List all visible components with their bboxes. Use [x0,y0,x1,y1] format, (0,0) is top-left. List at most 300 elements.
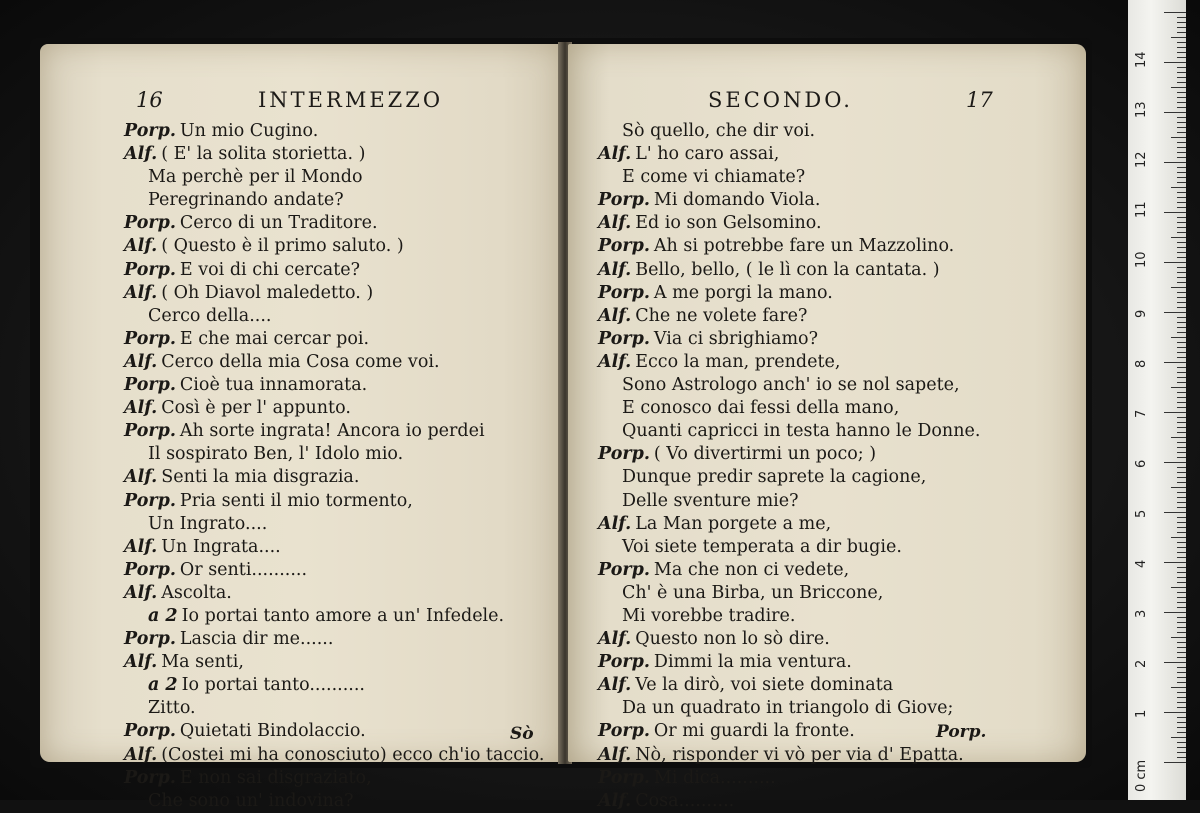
page-number: 16 [136,88,163,112]
ruler-tick [1177,707,1186,708]
ruler-tick [1177,247,1186,248]
ruler-tick [1171,37,1186,38]
text-line [598,120,980,143]
text-line [124,282,544,305]
line-text: E come vi chiamate? [622,167,806,188]
ruler-tick [1177,702,1186,703]
text-line [598,720,980,743]
ruler-tick [1177,147,1186,148]
ruler-number: 5 [1134,509,1149,518]
ruler-tick [1177,447,1186,448]
line-text: Ah si potrebbe fare un Mazzolino. [653,236,955,257]
line-text: Che ne volete fare? [635,305,808,326]
ruler-tick [1177,477,1186,478]
line-text: Ch' è una Birba, un Briccone, [622,582,884,603]
ruler-tick [1177,732,1186,733]
line-text: Senti la mia disgrazia. [161,467,360,488]
line-text: Ah sorte ingrata! Ancora io perdei [179,421,485,442]
line-text: Così è per l' appunto. [161,398,351,419]
ruler-tick [1177,27,1186,28]
ruler-tick [1177,397,1186,398]
ruler-tick [1177,552,1186,553]
ruler-tick [1177,507,1186,508]
ruler-tick [1177,272,1186,273]
ruler-tick [1177,602,1186,603]
ruler-tick [1164,562,1186,563]
ruler-tick [1177,672,1186,673]
text-line [124,212,544,235]
ruler-tick [1164,612,1186,613]
line-text: Un mio Cugino. [179,121,319,141]
ruler-tick [1177,297,1186,298]
measuring-ruler [1128,0,1186,800]
ruler-tick [1177,752,1186,753]
line-text: Voi siete temperata a dir bugie. [622,536,902,557]
ruler-tick [1177,77,1186,78]
text-line [598,582,980,605]
ruler-tick [1177,422,1186,423]
line-text: Ecco la man, prendete, [635,351,841,372]
ruler-tick [1177,47,1186,48]
ruler-tick [1177,502,1186,503]
line-text: Questo non lo sò dire. [635,629,830,650]
speaker-label: Alf. [124,144,158,165]
line-text: Sò quello, che dir voi. [622,121,816,141]
ruler-tick [1177,407,1186,408]
page-number: 17 [966,88,993,112]
ruler-tick [1177,717,1186,718]
text-line [124,420,544,443]
ruler-tick [1177,232,1186,233]
speaker-label: Alf. [598,305,632,326]
ruler-tick [1177,627,1186,628]
line-text: Cerco della.... [148,305,272,326]
text-line [598,351,980,374]
ruler-tick [1177,92,1186,93]
ruler-tick [1177,82,1186,83]
speaker-label: Alf. [598,513,632,534]
left-page [40,44,565,811]
ruler-number: 10 [1134,251,1149,268]
text-line [124,166,544,189]
text-line [598,697,980,720]
ruler-tick [1177,577,1186,578]
text-line [124,582,544,605]
line-text: Lascia dir me...... [179,629,334,650]
ruler-tick [1177,432,1186,433]
line-text: Ma che non ci vedete, [653,559,850,580]
ruler-tick [1177,722,1186,723]
ruler-tick [1177,757,1186,758]
ruler-tick [1171,587,1186,588]
line-text: ( E' la solita storietta. ) [161,144,366,165]
speaker-label: Porp. [124,121,176,141]
text-line [598,744,980,767]
line-text: Dimmi la mia ventura. [653,652,852,673]
text-line [124,720,544,743]
speaker-label: Porp. [124,767,176,788]
ruler-tick [1177,177,1186,178]
text-line [598,143,980,166]
line-text: Che sono un' indovina? [148,790,354,811]
speaker-label: Porp. [124,259,176,280]
ruler-tick [1171,237,1186,238]
text-line [124,443,544,466]
ruler-tick [1177,372,1186,373]
speaker-label: Porp. [598,328,650,349]
speaker-label: Porp. [124,213,176,234]
ruler-tick [1177,417,1186,418]
text-line [124,466,544,489]
ruler-number: 14 [1134,51,1149,68]
text-line [598,443,980,466]
ruler-number: 2 [1134,659,1149,668]
text-line [124,605,544,628]
ruler-tick [1177,607,1186,608]
line-text: Ed io son Gelsomino. [635,213,822,234]
ruler-tick [1164,262,1186,263]
ruler-tick [1171,287,1186,288]
ruler-number: 9 [1134,309,1149,318]
line-text: Un Ingrata.... [161,536,281,557]
ruler-tick [1177,157,1186,158]
ruler-tick [1177,497,1186,498]
line-text: Mi domando Viola. [653,190,821,211]
ruler-tick [1177,572,1186,573]
ruler-tick [1177,97,1186,98]
line-text: Or mi guardi la fronte. [653,721,855,742]
speaker-label: Alf. [124,652,158,673]
text-line [598,189,980,212]
speaker-label: a 2 [148,675,178,696]
line-text: E conosco dai fessi della mano, [622,398,900,419]
speaker-label: Alf. [124,398,158,419]
ruler-tick [1177,357,1186,358]
text-line [598,628,980,651]
ruler-tick [1177,302,1186,303]
ruler-tick [1164,762,1186,763]
text-line [124,490,544,513]
ruler-tick [1177,567,1186,568]
line-text: ( Questo è il primo saluto. ) [161,236,404,257]
ruler-tick [1177,542,1186,543]
ruler-tick [1177,152,1186,153]
ruler-tick [1171,637,1186,638]
running-header: INTERMEZZO [258,88,444,112]
ruler-tick [1177,467,1186,468]
ruler-tick [1164,212,1186,213]
speaker-label: Porp. [598,236,650,257]
open-book [30,38,1092,811]
text-line [598,328,980,351]
text-line [598,420,980,443]
ruler-tick [1171,137,1186,138]
speaker-label: Alf. [598,675,632,696]
text-line [124,628,544,651]
ruler-tick [1177,597,1186,598]
line-text: (Costei mi ha conosciuto) ecco ch'io taccio. [161,744,545,765]
text-line [598,259,980,282]
line-text: Cioè tua innamorata. [179,375,368,396]
ruler-tick [1177,107,1186,108]
text-line [124,790,544,813]
ruler-number: 6 [1134,459,1149,468]
ruler-tick [1177,257,1186,258]
ruler-tick [1177,527,1186,528]
ruler-tick [1164,312,1186,313]
ruler-tick [1177,127,1186,128]
ruler-number: 4 [1134,559,1149,568]
ruler-tick [1177,57,1186,58]
ruler-number: 3 [1134,609,1149,618]
ruler-tick [1164,712,1186,713]
running-header: SECONDO. [708,88,853,112]
text-line [124,767,544,790]
ruler-number: 12 [1134,151,1149,168]
speaker-label: Porp. [124,629,176,650]
text-line [598,513,980,536]
line-text: Dunque predir saprete la cagione, [622,467,927,488]
speaker-label: Porp. [124,375,176,396]
ruler-tick [1171,87,1186,88]
line-text: Sono Astrologo anch' io se nol sapete, [622,375,960,396]
ruler-tick [1177,692,1186,693]
ruler-number: 1 [1134,709,1149,718]
text-line [124,513,544,536]
line-text: Io portai tanto.......... [181,675,365,696]
text-line [598,235,980,258]
line-text: Un Ingrato.... [148,513,268,534]
ruler-tick [1171,537,1186,538]
line-text: Quanti capricci in testa hanno le Donne. [622,421,981,442]
ruler-tick [1177,117,1186,118]
ruler-tick [1177,197,1186,198]
speaker-label: Porp. [598,282,650,303]
ruler-tick [1171,187,1186,188]
line-text: Io portai tanto amore a un' Infedele. [181,605,505,626]
line-text: Nò, risponder vi vò per via d' Epatta. [635,744,964,765]
ruler-tick [1177,747,1186,748]
ruler-tick [1177,252,1186,253]
ruler-tick [1177,347,1186,348]
ruler-tick [1177,632,1186,633]
speaker-label: Porp. [124,421,176,442]
text-line [598,790,980,813]
ruler-tick [1164,412,1186,413]
ruler-tick [1177,557,1186,558]
line-text: Cerco di un Traditore. [179,213,378,234]
ruler-tick [1177,222,1186,223]
text-block [598,120,980,813]
ruler-tick [1164,462,1186,463]
line-text: Or senti.......... [179,559,308,580]
speaker-label: Porp. [598,190,650,211]
speaker-label: Alf. [124,582,158,603]
text-line [124,259,544,282]
ruler-tick [1164,62,1186,63]
ruler-tick [1177,17,1186,18]
ruler-tick [1177,322,1186,323]
text-line [598,374,980,397]
text-line [124,744,544,767]
text-line [124,536,544,559]
ruler-tick [1171,737,1186,738]
text-line [598,305,980,328]
line-text: E che mai cercar poi. [179,328,370,349]
speaker-label: Alf. [598,629,632,650]
speaker-label: Alf. [598,790,632,811]
speaker-label: Alf. [598,351,632,372]
ruler-tick [1177,622,1186,623]
speaker-label: Alf. [124,467,158,488]
line-text: Pria senti il mio tormento, [179,490,413,511]
line-text: Peregrinando andate? [148,190,344,211]
ruler-tick [1177,282,1186,283]
speaker-label: Alf. [124,351,158,372]
text-line [124,374,544,397]
ruler-tick [1164,662,1186,663]
ruler-tick [1177,242,1186,243]
line-text: Ascolta. [161,582,232,603]
ruler-tick [1177,492,1186,493]
line-text: E non sai disgraziato, [179,767,372,788]
ruler-tick [1177,192,1186,193]
ruler-tick [1177,657,1186,658]
ruler-tick [1177,277,1186,278]
ruler-tick [1177,727,1186,728]
line-text: Cerco della mia Cosa come voi. [161,351,440,372]
text-line [598,605,980,628]
ruler-tick [1177,442,1186,443]
ruler-tick [1177,22,1186,23]
ruler-tick [1177,42,1186,43]
ruler-tick [1177,267,1186,268]
ruler-tick [1177,382,1186,383]
text-block [124,120,544,813]
ruler-tick [1177,682,1186,683]
speaker-label: Alf. [124,282,158,303]
ruler-number: 13 [1134,101,1149,118]
ruler-tick [1164,12,1186,13]
speaker-label: Porp. [124,490,176,511]
ruler-tick [1177,667,1186,668]
speaker-label: Alf. [124,536,158,557]
ruler-tick [1177,377,1186,378]
text-line [598,767,980,790]
ruler-tick [1177,482,1186,483]
ruler-tick [1177,52,1186,53]
line-text: Bello, bello, ( le lì con la cantata. ) [635,259,940,280]
ruler-tick [1177,517,1186,518]
ruler-tick [1177,202,1186,203]
line-text: E voi di chi cercate? [179,259,360,280]
ruler-tick [1177,172,1186,173]
text-line [598,536,980,559]
line-text: Cosa.......... [635,790,735,811]
ruler-tick [1171,487,1186,488]
text-line [598,651,980,674]
ruler-tick [1177,142,1186,143]
speaker-label: Alf. [124,236,158,257]
ruler-tick [1177,292,1186,293]
text-line [124,559,544,582]
ruler-tick [1171,437,1186,438]
speaker-label: Porp. [124,328,176,349]
text-line [598,397,980,420]
ruler-tick [1177,677,1186,678]
ruler-tick [1177,32,1186,33]
line-text: ( Vo divertirmi un poco; ) [653,444,877,465]
ruler-tick [1177,72,1186,73]
text-line [124,143,544,166]
ruler-tick [1177,342,1186,343]
speaker-label: Porp. [598,767,650,788]
ruler-tick [1177,352,1186,353]
ruler-tick [1164,512,1186,513]
line-text: Mi dica.......... [653,767,776,788]
ruler-tick [1177,367,1186,368]
ruler-tick [1171,337,1186,338]
speaker-label: Alf. [598,144,632,165]
ruler-tick [1177,452,1186,453]
line-text: Mi vorebbe tradire. [622,605,796,626]
ruler-tick [1177,207,1186,208]
speaker-label: Alf. [598,259,632,280]
ruler-tick [1177,427,1186,428]
speaker-label: Porp. [124,721,176,742]
ruler-tick [1177,592,1186,593]
text-line [124,305,544,328]
line-text: Quietati Bindolaccio. [179,721,366,742]
ruler-tick [1177,532,1186,533]
line-text: L' ho caro assai, [635,144,780,165]
text-line [124,235,544,258]
right-page [568,44,1086,811]
ruler-tick [1177,67,1186,68]
catchword: Sò [510,724,534,744]
text-line [598,166,980,189]
text-line [124,651,544,674]
text-line [598,559,980,582]
text-line [124,697,544,720]
ruler-tick [1177,582,1186,583]
ruler-tick [1177,402,1186,403]
ruler-number: 7 [1134,409,1149,418]
ruler-tick [1177,217,1186,218]
text-line [598,490,980,513]
ruler-tick [1177,617,1186,618]
ruler-tick [1177,642,1186,643]
speaker-label: Alf. [598,213,632,234]
text-line [124,120,544,143]
ruler-tick [1177,132,1186,133]
ruler-tick [1177,182,1186,183]
ruler-tick [1177,457,1186,458]
ruler-tick [1171,687,1186,688]
ruler-tick [1171,387,1186,388]
ruler-number: 11 [1134,201,1149,218]
ruler-tick [1177,317,1186,318]
speaker-label: Porp. [598,444,650,465]
line-text: Il sospirato Ben, l' Idolo mio. [148,444,404,465]
text-line [598,466,980,489]
ruler-tick [1177,652,1186,653]
ruler-tick [1177,522,1186,523]
ruler-tick [1177,227,1186,228]
text-line [598,212,980,235]
line-text: Da un quadrato in triangolo di Giove; [622,698,954,719]
ruler-tick [1177,742,1186,743]
